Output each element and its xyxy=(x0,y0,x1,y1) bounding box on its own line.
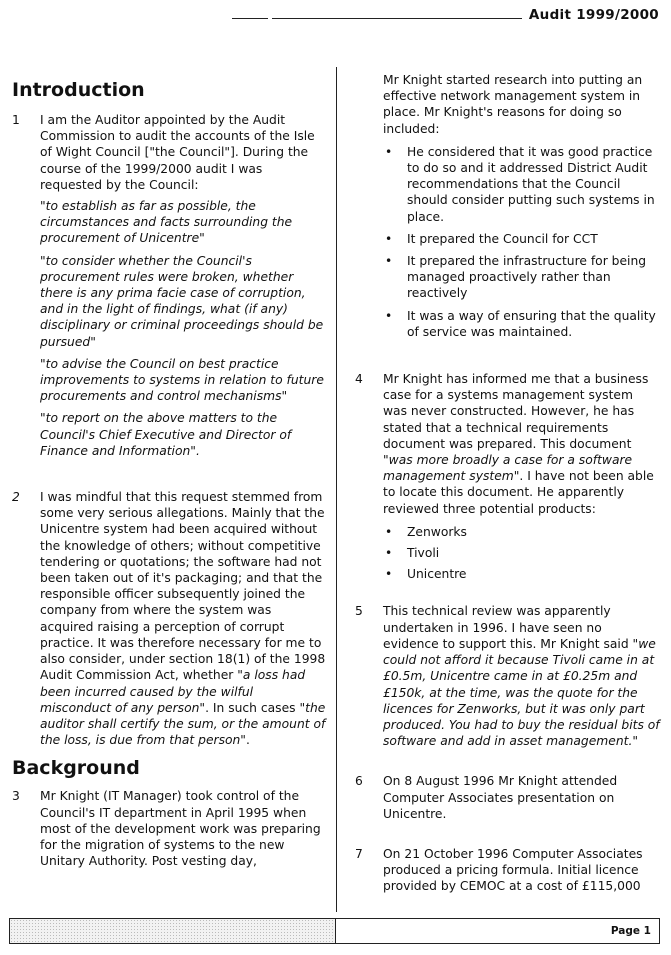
paragraph-number: 2 xyxy=(12,490,20,505)
paragraph-7-text: On 21 October 1996 Computer Associates produced a pricing formula. Initial licence provided by CEMOC at a cost of £115,000 xyxy=(383,846,643,894)
page-footer xyxy=(9,918,660,944)
column-divider xyxy=(336,67,337,912)
paragraph-3 xyxy=(12,788,326,869)
request-quote-2: "to consider whether the Council's procurement rules were broken, whether there is any prima facie case of corruption, and in the light of findings, what (if any) disciplinary or criminal proceedings should be pursued" xyxy=(40,253,324,349)
bullet-icon: • xyxy=(385,308,393,323)
paragraph-2-text: I was mindful that this request stemmed from some very serious allegations. Mainly that the Unicentre system had been acquired without the knowledge of others; without competitive tendering or quotations; the software had not been taken out of it's packaging; and that the responsible officer subsequently joined the company from where the system was acquired raising a perception of corrupt practice. It was therefore necessary for me to also consider, under section 18(1) of the 1998 Audit Commission Act, whether "a loss had been incurred caused by the wilful misconduct of any person". In such cases "the auditor shall certify the sum, or the amount of the loss, is due from that person". xyxy=(40,490,326,748)
bullet-icon: • xyxy=(385,567,393,582)
list-item: • Unicentre xyxy=(385,567,467,582)
technical-document-quote: "was more broadly a case for a software management system" xyxy=(383,453,633,484)
list-item: • Tivoli xyxy=(385,546,440,561)
right-column xyxy=(355,72,660,895)
section-18-quote: "a loss had been incurred caused by the wilful misconduct of any person" xyxy=(40,668,306,715)
request-quote-4: "to report on the above matters to the Council's Chief Executive and Director of Finance and Information". xyxy=(40,411,292,458)
paragraph-3-continued xyxy=(355,72,660,346)
knight-quote: "we could not afford it because Tivoli came in at £0.5m, Unicentre came in at £0.25m and £150k, at the time, was the quote for the licences for Zenworks, but it was only part produced. You had to buy the residual bits of software and add in asset management." xyxy=(383,636,660,749)
bullet-icon: • xyxy=(385,524,393,539)
list-item: • It prepared the infrastructure for being managed proactively rather than reactively xyxy=(385,254,647,301)
paragraph-4-text: Mr Knight has informed me that a business case for a systems management system was never constructed. However, he has stated that a technical requirements document was prepared. This document "was more broadly a case for a software management system". I have not been able to locate this document. He apparently reviewed three potential products: xyxy=(383,372,654,516)
paragraph-2 xyxy=(12,489,326,748)
paragraph-4 xyxy=(355,371,660,587)
background-heading: Background xyxy=(12,757,140,780)
request-quote-1: "to establish as far as possible, the circumstances and facts surrounding the procurement of Unicentre" xyxy=(40,199,293,246)
paragraph-6 xyxy=(355,773,660,822)
page-number: Page 1 xyxy=(610,925,651,937)
paragraph-6-text: On 8 August 1996 Mr Knight attended Computer Associates presentation on Unicentre. xyxy=(383,774,618,821)
bullet-icon: • xyxy=(385,254,393,269)
paragraph-5 xyxy=(355,603,660,749)
bullet-icon: • xyxy=(385,546,393,561)
header-rule-long xyxy=(272,18,522,19)
header-rule-short xyxy=(232,18,268,19)
paragraph-number: 7 xyxy=(355,846,363,861)
paragraph-3-continued-text: Mr Knight started research into putting an effective network management system in place. Mr Knight's reasons for doing so included: xyxy=(383,73,643,136)
certify-quote: "the auditor shall certify the sum, or the amount of the loss, is due from that person" xyxy=(40,700,326,748)
bullet-icon: • xyxy=(385,231,393,246)
paragraph-5-text: This technical review was apparently undertaken in 1996. I have seen no evidence to support this. Mr Knight said "we could not afford it because Tivoli came in at £0.5m, Unicentre came in at £0.25m and £150k, at the time, was the quote for the licences for Zenworks, but it was only part produced. You had to buy the residual bits of software and add in asset management." xyxy=(383,604,660,749)
paragraph-number: 5 xyxy=(355,604,363,619)
footer-pattern xyxy=(10,919,336,943)
reasons-list xyxy=(383,144,660,340)
paragraph-3-text: Mr Knight (IT Manager) took control of the Council's IT department in April 1995 when most of the development work was preparing for the migration of systems to the new Unitary Authority. Post vesting day, xyxy=(40,789,321,869)
paragraph-number: 3 xyxy=(12,789,20,804)
paragraph-7 xyxy=(355,846,660,895)
paragraph-number: 4 xyxy=(355,372,363,387)
paragraph-number: 6 xyxy=(355,774,363,789)
products-list xyxy=(383,524,660,583)
left-column xyxy=(12,70,326,869)
paragraph-1-text: I am the Auditor appointed by the Audit Commission to audit the accounts of the Isle of Wight Council ["the Council"]. During the course of the 1999/2000 audit I was requested by the Council: xyxy=(40,113,315,192)
introduction-heading: Introduction xyxy=(12,79,145,101)
bullet-icon: • xyxy=(385,144,393,159)
list-item: • It was a way of ensuring that the quality of service was maintained. xyxy=(385,308,656,339)
request-quote-3: "to advise the Council on best practice improvements to systems in relation to future procurements and control mechanisms" xyxy=(40,356,324,404)
list-item: • It prepared the Council for CCT xyxy=(385,231,598,246)
paragraph-number: 1 xyxy=(12,113,20,127)
list-item: • He considered that it was good practice to do so and it addressed District Audit recommendations that the Council should consider putting such systems in place. xyxy=(385,144,655,224)
paragraph-1 xyxy=(12,112,326,459)
header-title: Audit 1999/2000 xyxy=(528,7,659,23)
list-item: • Zenworks xyxy=(385,524,467,539)
